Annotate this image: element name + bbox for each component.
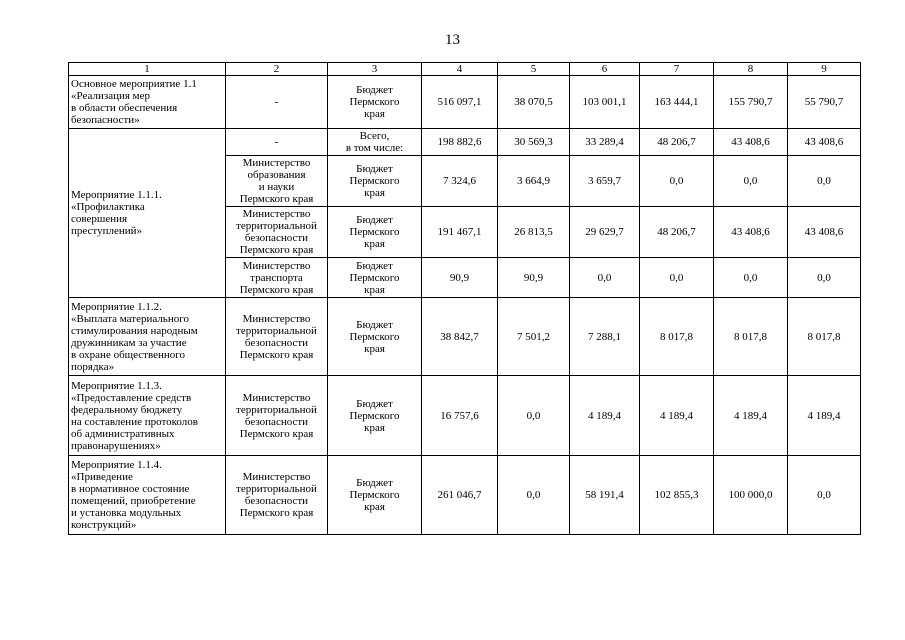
value-cell: 0,0 <box>498 376 570 456</box>
table-row <box>69 456 861 535</box>
activity-name: Основное мероприятие 1.1 «Реализация мер в области обеспечения безопасности» <box>69 76 226 129</box>
value-cell: 516 097,1 <box>422 76 498 129</box>
value-cell: 58 191,4 <box>570 456 640 535</box>
value-cell: 43 408,6 <box>788 129 861 156</box>
header-cell: 7 <box>640 63 714 76</box>
table-header-row <box>69 63 861 76</box>
funding-source: Бюджет Пермского края <box>328 207 422 258</box>
value-cell: 0,0 <box>714 258 788 298</box>
executor-cell: Министерство территориальной безопасности Пермского края <box>226 207 328 258</box>
activity-name: Мероприятие 1.1.1. «Профилактика совершения преступлений» <box>69 129 226 298</box>
value-cell: 0,0 <box>640 156 714 207</box>
value-cell: 4 189,4 <box>640 376 714 456</box>
funding-source: Бюджет Пермского края <box>328 298 422 376</box>
executor-cell: Министерство территориальной безопасности Пермского края <box>226 298 328 376</box>
table-row <box>69 298 861 376</box>
value-cell: 163 444,1 <box>640 76 714 129</box>
budget-table <box>68 62 861 535</box>
activity-name: Мероприятие 1.1.2. «Выплата материального стимулирования народным дружинникам за участие в охране общественного порядка» <box>69 298 226 376</box>
table-row <box>69 376 861 456</box>
funding-source: Бюджет Пермского края <box>328 456 422 535</box>
value-cell: 4 189,4 <box>714 376 788 456</box>
value-cell: 0,0 <box>498 456 570 535</box>
value-cell: 0,0 <box>788 258 861 298</box>
value-cell: 0,0 <box>570 258 640 298</box>
value-cell: 16 757,6 <box>422 376 498 456</box>
header-cell: 6 <box>570 63 640 76</box>
value-cell: 0,0 <box>788 456 861 535</box>
executor-cell: - <box>226 76 328 129</box>
value-cell: 43 408,6 <box>788 207 861 258</box>
value-cell: 7 324,6 <box>422 156 498 207</box>
header-cell: 9 <box>788 63 861 76</box>
header-cell: 1 <box>69 63 226 76</box>
value-cell: 191 467,1 <box>422 207 498 258</box>
activity-name: Мероприятие 1.1.4. «Приведение в нормативное состояние помещений, приобретение и установка модульных конструкций» <box>69 456 226 535</box>
value-cell: 3 659,7 <box>570 156 640 207</box>
value-cell: 7 501,2 <box>498 298 570 376</box>
value-cell: 33 289,4 <box>570 129 640 156</box>
table-row <box>69 76 861 129</box>
value-cell: 26 813,5 <box>498 207 570 258</box>
funding-source: Всего, в том числе: <box>328 129 422 156</box>
value-cell: 29 629,7 <box>570 207 640 258</box>
value-cell: 43 408,6 <box>714 129 788 156</box>
value-cell: 38 842,7 <box>422 298 498 376</box>
value-cell: 7 288,1 <box>570 298 640 376</box>
executor-cell: - <box>226 129 328 156</box>
value-cell: 30 569,3 <box>498 129 570 156</box>
value-cell: 155 790,7 <box>714 76 788 129</box>
value-cell: 8 017,8 <box>788 298 861 376</box>
value-cell: 0,0 <box>788 156 861 207</box>
funding-source: Бюджет Пермского края <box>328 376 422 456</box>
value-cell: 48 206,7 <box>640 129 714 156</box>
activity-name: Мероприятие 1.1.3. «Предоставление средств федеральному бюджету на составление протоколов об административных правонарушениях» <box>69 376 226 456</box>
value-cell: 0,0 <box>640 258 714 298</box>
value-cell: 90,9 <box>498 258 570 298</box>
value-cell: 90,9 <box>422 258 498 298</box>
header-cell: 5 <box>498 63 570 76</box>
funding-source: Бюджет Пермского края <box>328 76 422 129</box>
value-cell: 4 189,4 <box>788 376 861 456</box>
value-cell: 55 790,7 <box>788 76 861 129</box>
funding-source: Бюджет Пермского края <box>328 258 422 298</box>
header-cell: 8 <box>714 63 788 76</box>
value-cell: 103 001,1 <box>570 76 640 129</box>
value-cell: 102 855,3 <box>640 456 714 535</box>
value-cell: 43 408,6 <box>714 207 788 258</box>
value-cell: 100 000,0 <box>714 456 788 535</box>
executor-cell: Министерство территориальной безопасности Пермского края <box>226 376 328 456</box>
executor-cell: Министерство образования и науки Пермского края <box>226 156 328 207</box>
header-cell: 4 <box>422 63 498 76</box>
value-cell: 8 017,8 <box>640 298 714 376</box>
page-number: 13 <box>445 32 460 48</box>
header-cell: 2 <box>226 63 328 76</box>
table-row <box>69 129 861 156</box>
value-cell: 8 017,8 <box>714 298 788 376</box>
header-cell: 3 <box>328 63 422 76</box>
value-cell: 3 664,9 <box>498 156 570 207</box>
value-cell: 261 046,7 <box>422 456 498 535</box>
funding-source: Бюджет Пермского края <box>328 156 422 207</box>
value-cell: 198 882,6 <box>422 129 498 156</box>
value-cell: 38 070,5 <box>498 76 570 129</box>
value-cell: 0,0 <box>714 156 788 207</box>
value-cell: 48 206,7 <box>640 207 714 258</box>
executor-cell: Министерство транспорта Пермского края <box>226 258 328 298</box>
executor-cell: Министерство территориальной безопасности Пермского края <box>226 456 328 535</box>
value-cell: 4 189,4 <box>570 376 640 456</box>
